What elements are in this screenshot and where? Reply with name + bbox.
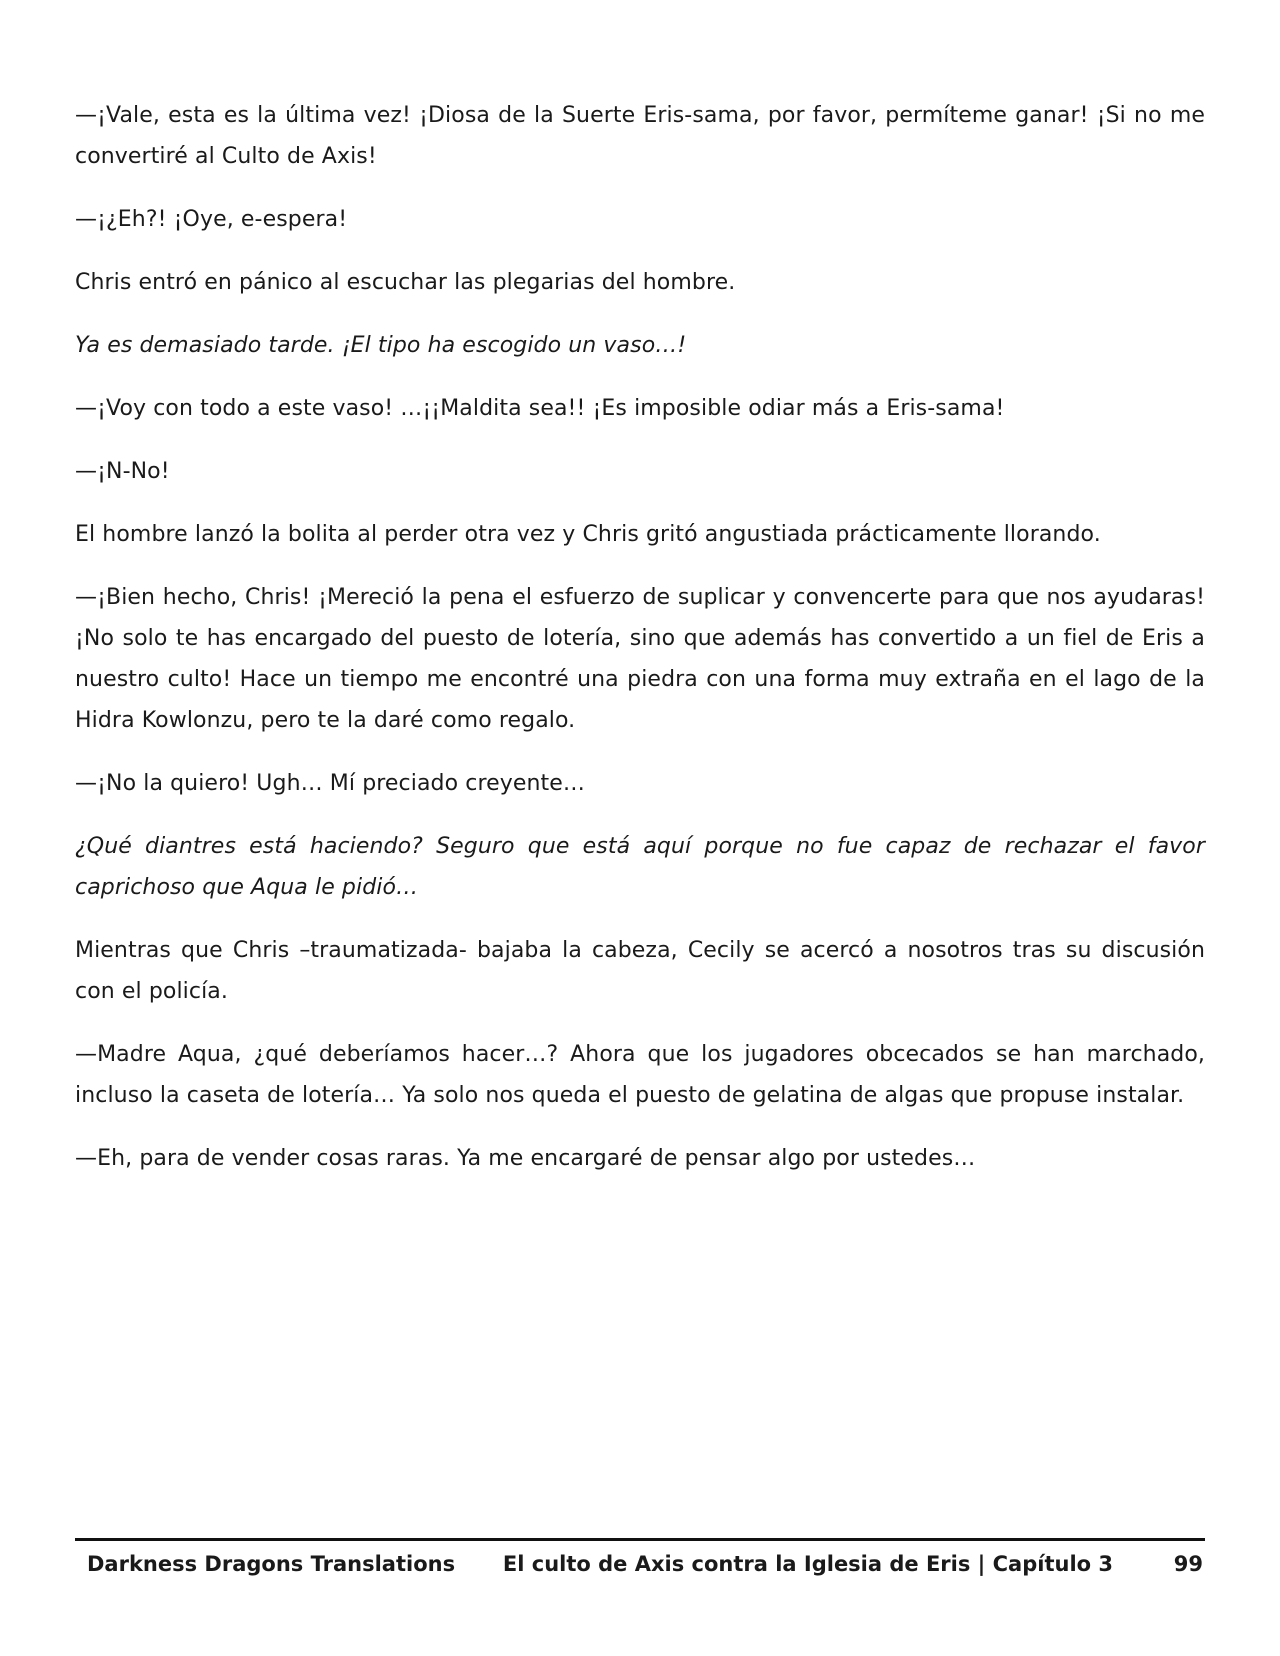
paragraph: El hombre lanzó la bolita al perder otra vez y Chris gritó angustiada prácticamente llorando.	[75, 522, 1101, 547]
paragraph: —¡Bien hecho, Chris! ¡Mereció la pena el esfuerzo de suplicar y convencerte para que nos ayudaras! ¡No solo te has encargado del puesto de lotería, sino que además has convertido a un fiel de Eris a nuestro culto! Hace un tiempo me encontré una piedra con una forma muy extraña en el lago de la Hidra Kowlonzu, pero te la daré como regalo.	[75, 585, 1205, 733]
paragraph: —¡N-No!	[75, 459, 170, 484]
footer-publisher: Darkness Dragons Translations	[87, 1552, 456, 1576]
paragraph: —Eh, para de vender cosas raras. Ya me encargaré de pensar algo por ustedes…	[75, 1146, 976, 1171]
paragraph: —¡Vale, esta es la última vez! ¡Diosa de la Suerte Eris-sama, por favor, permíteme ganar! ¡Si no me convertiré al Culto de Axis!	[75, 103, 1205, 169]
footer-chapter-title: El culto de Axis contra la Iglesia de Eris | Capítulo 3	[502, 1552, 1113, 1576]
paragraph-thought: Ya es demasiado tarde. ¡El tipo ha escogido un vaso…!	[75, 333, 687, 358]
paragraph: —¡Voy con todo a este vaso! …¡¡Maldita sea!! ¡Es imposible odiar más a Eris-sama!	[75, 396, 1005, 421]
paragraph-thought: ¿Qué diantres está haciendo? Seguro que está aquí porque no fue capaz de rechazar el favor caprichoso que Aqua le pidió…	[75, 834, 1205, 900]
page-number: 99	[1173, 1552, 1203, 1576]
paragraph: Mientras que Chris –traumatizada- bajaba la cabeza, Cecily se acercó a nosotros tras su discusión con el policía.	[75, 938, 1205, 1004]
paragraph: —Madre Aqua, ¿qué deberíamos hacer…? Ahora que los jugadores obcecados se han marchado, incluso la caseta de lotería… Ya solo nos queda el puesto de gelatina de algas que propuse instalar.	[75, 1042, 1205, 1108]
document-body	[75, 95, 1205, 1201]
footer-divider	[75, 1538, 1205, 1541]
page-footer	[75, 1538, 1205, 1598]
paragraph: —¡¿Eh?! ¡Oye, e-espera!	[75, 207, 348, 232]
paragraph: —¡No la quiero! Ugh… Mí preciado creyente…	[75, 771, 586, 796]
paragraph: Chris entró en pánico al escuchar las plegarias del hombre.	[75, 270, 736, 295]
